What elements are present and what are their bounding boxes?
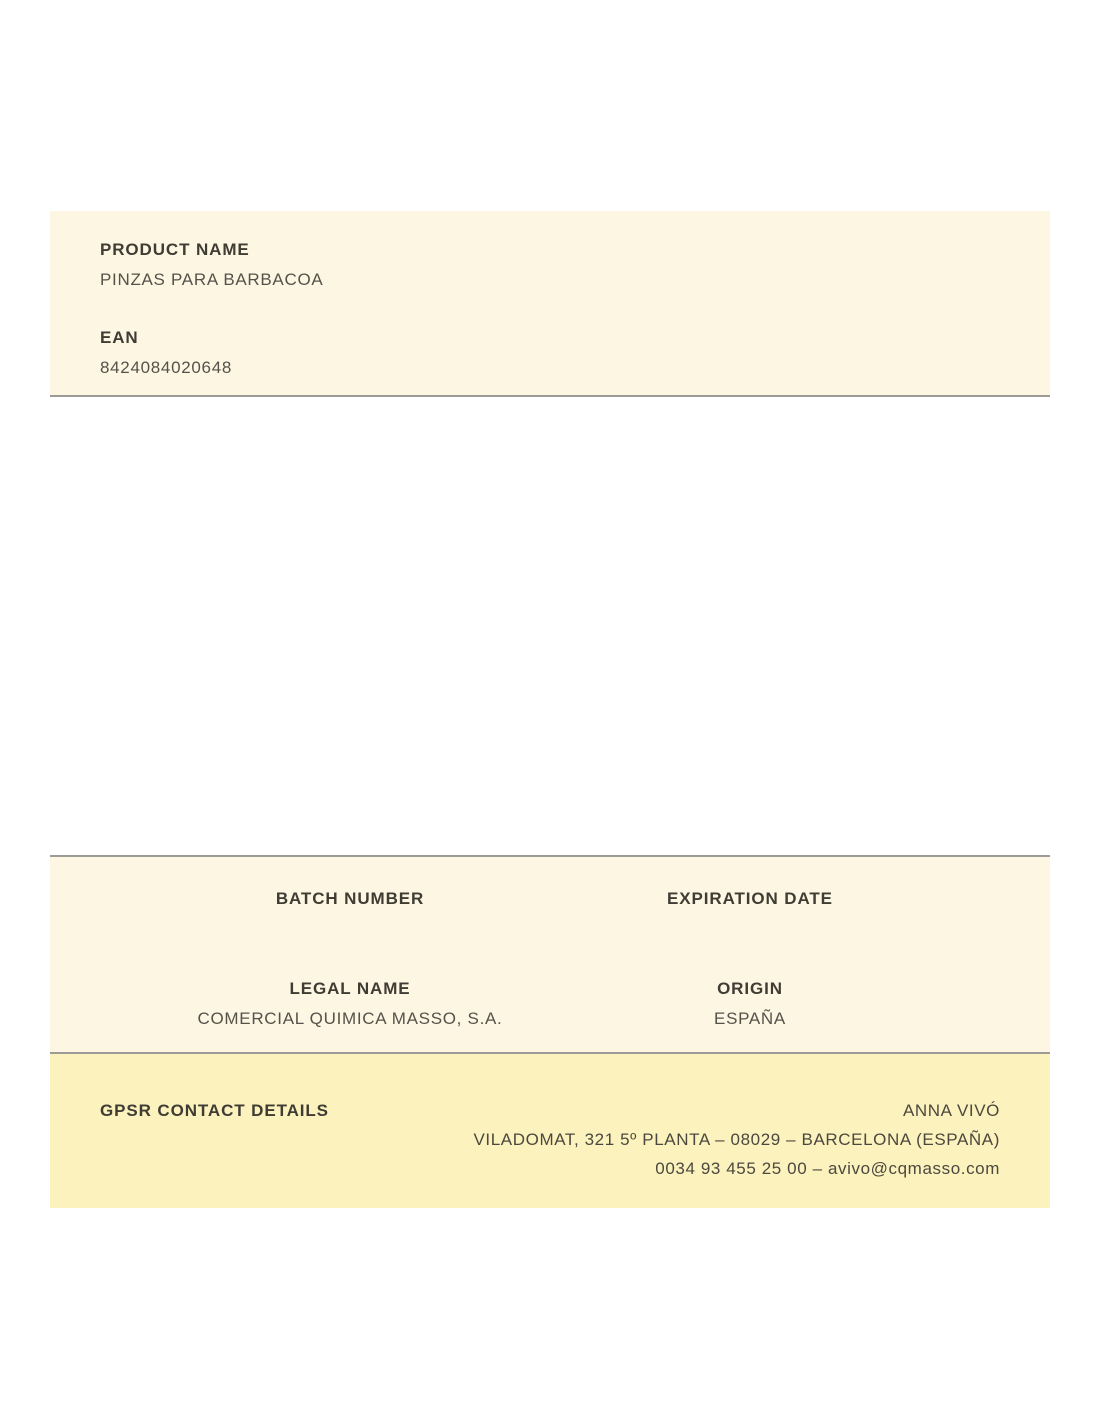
expiration-date-field (550, 884, 950, 914)
expiration-date-label: EXPIRATION DATE (667, 889, 833, 908)
batch-expiration-row (150, 884, 950, 914)
product-name-label: PRODUCT NAME (100, 240, 250, 259)
gpsr-contact-panel (50, 1054, 1050, 1208)
origin-label: ORIGIN (717, 979, 783, 998)
gpsr-contact-lines (329, 1096, 1000, 1183)
batch-legal-panel (50, 855, 1050, 1054)
legal-origin-row (150, 974, 950, 1034)
origin-value: ESPAÑA (714, 1009, 786, 1028)
gpsr-contact-phone-email: 0034 93 455 25 00 – avivo@cqmasso.com (655, 1159, 1000, 1178)
gpsr-contact-name: ANNA VIVÓ (902, 1101, 1000, 1120)
ean-value: 8424084020648 (100, 358, 233, 377)
ean-field (100, 323, 1000, 383)
product-name-field (100, 235, 1000, 295)
ean-label: EAN (100, 328, 139, 347)
batch-number-field (150, 884, 550, 914)
product-info-panel (50, 211, 1050, 397)
gpsr-contact-address: VILADOMAT, 321 5º PLANTA – 08029 – BARCELONA (ESPAÑA) (473, 1130, 1000, 1149)
product-name-value: PINZAS PARA BARBACOA (100, 270, 324, 289)
origin-field (550, 974, 950, 1034)
gpsr-contact-label: GPSR CONTACT DETAILS (100, 1101, 329, 1120)
batch-number-label: BATCH NUMBER (275, 889, 425, 908)
legal-name-field (150, 974, 550, 1034)
legal-name-value: COMERCIAL QUIMICA MASSO, S.A. (197, 1009, 503, 1028)
legal-name-label: LEGAL NAME (289, 979, 411, 998)
